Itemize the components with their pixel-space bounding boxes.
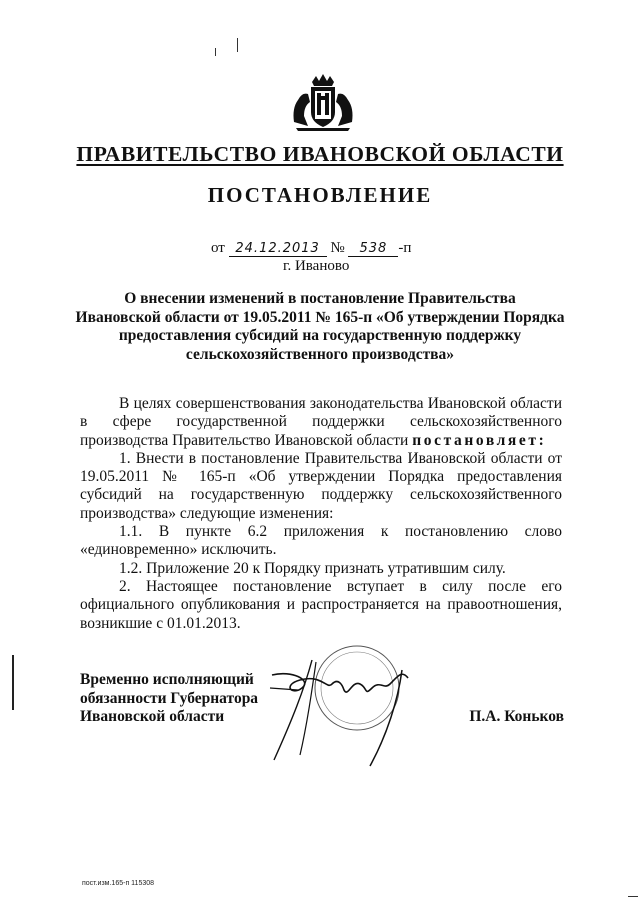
position-line: Временно исполняющий (80, 671, 254, 688)
document-subject (70, 290, 570, 364)
scan-artifact (628, 896, 638, 897)
signatory-position (80, 671, 258, 727)
body-paragraph-2: 2. Настоящее постановление вступает в силу после его официального опубликования и распространяется на правоотношения, возникшие с 01.01.2013. (80, 577, 562, 632)
body-paragraph-1-2: 1.2. Приложение 20 к Порядку признать утратившим силу. (119, 559, 506, 577)
position-line: Ивановской области (80, 708, 225, 725)
file-code: пост.изм.165-п 115308 (82, 880, 155, 887)
subject-line: предоставления субсидий на государственную поддержку (118, 327, 522, 344)
document-type: ПОСТАНОВЛЕНИЕ (207, 183, 433, 207)
position-line: обязанности Губернатора (80, 689, 259, 707)
body-paragraph-1: 1. Внести в постановление Правительства Ивановской области от 19.05.2011 № 165-п «Об утверждении Порядка предоставления субсидий на государственную поддержку сельскохозяйственного производства» следующие изменения: (80, 449, 562, 522)
margin-mark (12, 655, 14, 710)
intro-keyword: постановляет: (412, 431, 547, 449)
intro-text: В целях совершенствования законодательства Ивановской области в сфере государственной поддержки сельскохозяйственного производства Правительство Ивановской области (80, 395, 562, 449)
document-number: 538 (348, 241, 398, 257)
body-paragraph-1-1: 1.1. В пункте 6.2 приложения к постановлению слово «единовременно» исключить. (80, 523, 562, 559)
scan-artifact (215, 48, 216, 56)
handwritten-signature-icon (252, 640, 422, 770)
city: г. Иваново (283, 258, 350, 274)
subject-line: О внесении изменений в постановление Правительства (124, 290, 516, 307)
number-suffix: -п (398, 240, 412, 256)
subject-line: Ивановской области от 19.05.2011 № 165-п «Об утверждении Порядка (75, 308, 565, 326)
coat-of-arms-emblem-icon (290, 72, 356, 132)
date-prefix: от (211, 240, 225, 256)
signer-name: П.А. Коньков (469, 708, 564, 725)
body-paragraph-intro (80, 395, 562, 450)
organization-title: ПРАВИТЕЛЬСТВО ИВАНОВСКОЙ ОБЛАСТИ (76, 142, 564, 166)
date-value: 24.12.2013 (229, 241, 327, 257)
date-number-line (211, 240, 411, 257)
subject-line: сельскохозяйственного производства» (185, 345, 455, 363)
number-prefix: № (330, 240, 345, 256)
scan-artifact (237, 38, 238, 52)
document-body (80, 395, 562, 633)
